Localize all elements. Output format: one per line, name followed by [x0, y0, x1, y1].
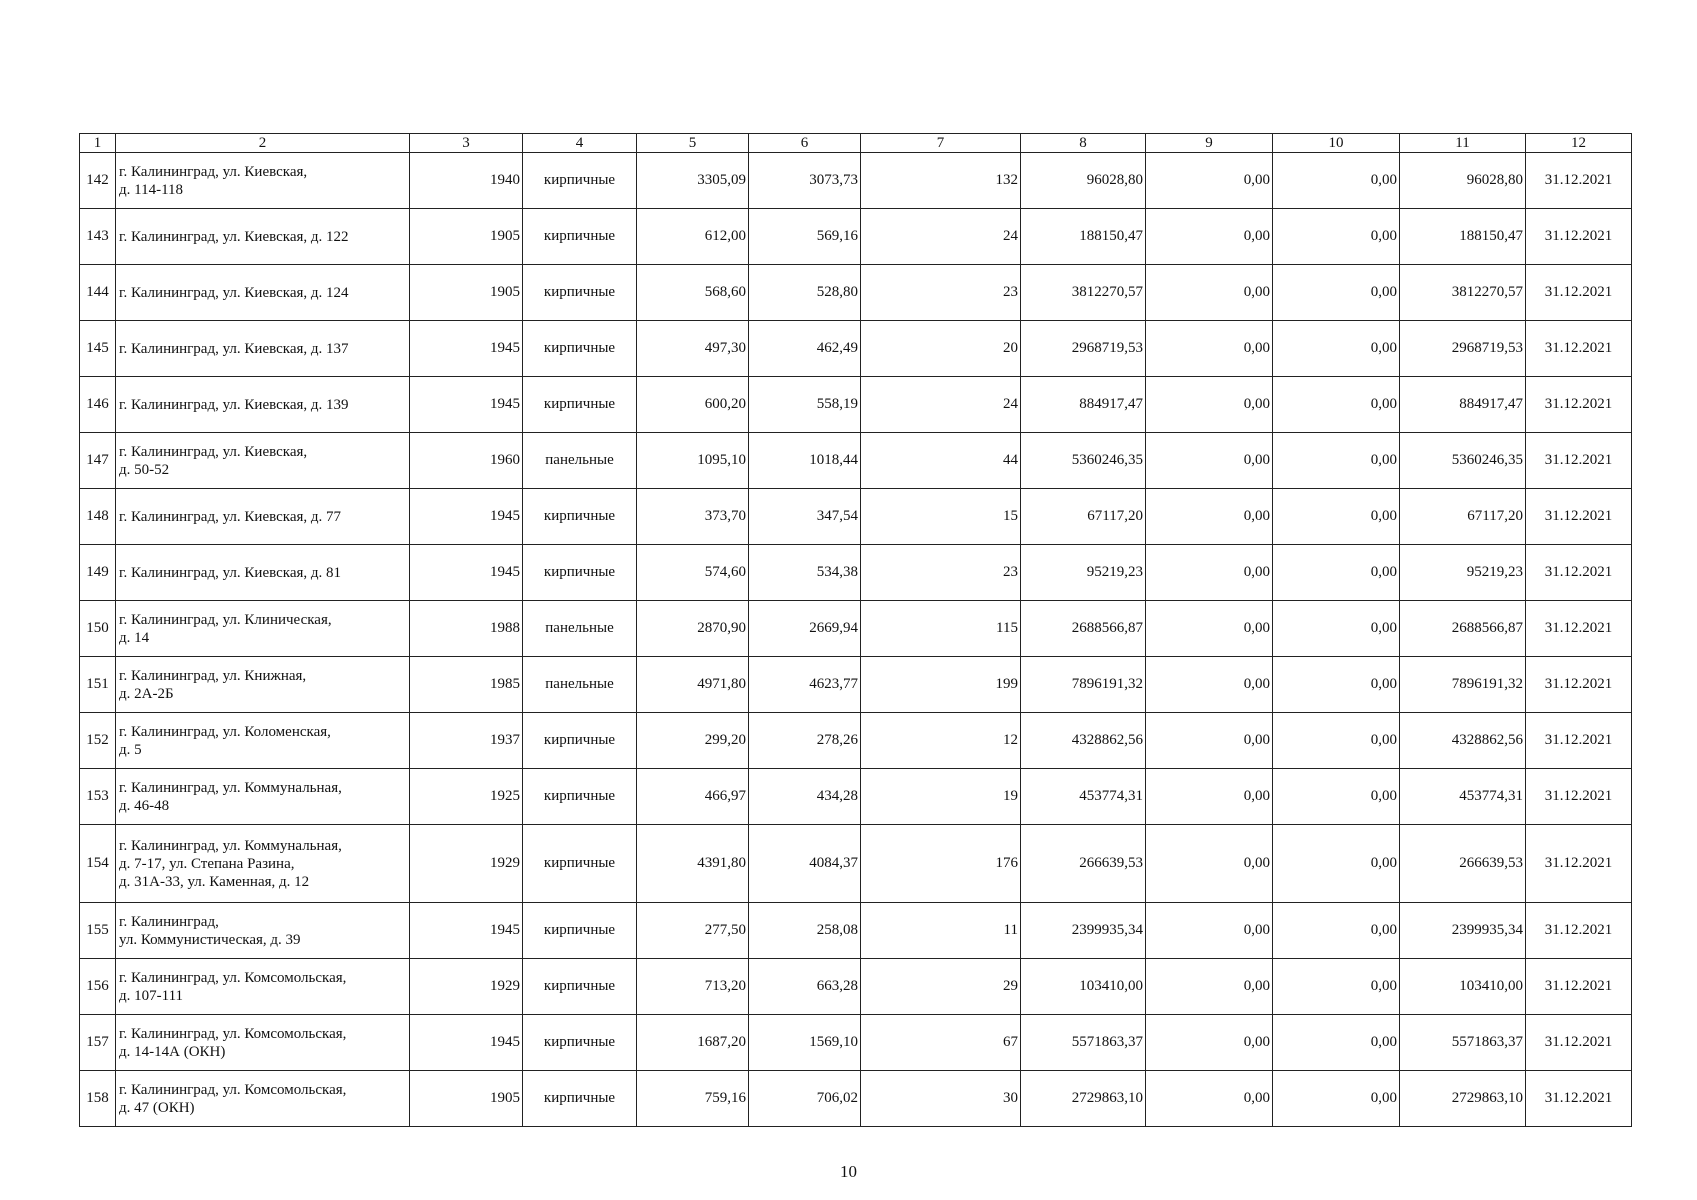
date-cell: 31.12.2021: [1526, 903, 1632, 959]
address-cell: г. Калининград, ул. Комсомольская, д. 107-111: [116, 959, 410, 1015]
row-number: 153: [80, 769, 116, 825]
year-cell: 1905: [410, 1071, 523, 1127]
col9-cell: 0,00: [1146, 433, 1273, 489]
year-cell: 1945: [410, 1015, 523, 1071]
col6-cell: 2669,94: [749, 601, 861, 657]
column-header: 12: [1526, 134, 1632, 153]
col5-cell: 466,97: [637, 769, 749, 825]
col8-cell: 7896191,32: [1021, 657, 1146, 713]
col5-cell: 612,00: [637, 209, 749, 265]
col8-cell: 453774,31: [1021, 769, 1146, 825]
col10-cell: 0,00: [1273, 265, 1400, 321]
row-number: 148: [80, 489, 116, 545]
material-cell: кирпичные: [523, 903, 637, 959]
housing-register-table-wrapper: [79, 133, 1631, 1127]
material-cell: кирпичные: [523, 545, 637, 601]
date-cell: 31.12.2021: [1526, 959, 1632, 1015]
col10-cell: 0,00: [1273, 769, 1400, 825]
table-row: [80, 713, 1632, 769]
address-cell: г. Калининград, ул. Коммунальная, д. 7-17, ул. Степана Разина, д. 31А-33, ул. Каменная, д. 12: [116, 825, 410, 903]
col8-cell: 2399935,34: [1021, 903, 1146, 959]
col5-cell: 568,60: [637, 265, 749, 321]
col11-cell: 188150,47: [1400, 209, 1526, 265]
year-cell: 1945: [410, 489, 523, 545]
col9-cell: 0,00: [1146, 321, 1273, 377]
address-cell: г. Калининград, ул. Киевская, д. 77: [116, 489, 410, 545]
material-cell: кирпичные: [523, 265, 637, 321]
column-header: 1: [80, 134, 116, 153]
col5-cell: 3305,09: [637, 153, 749, 209]
date-cell: 31.12.2021: [1526, 769, 1632, 825]
col10-cell: 0,00: [1273, 377, 1400, 433]
table-row: [80, 601, 1632, 657]
row-number: 144: [80, 265, 116, 321]
col10-cell: 0,00: [1273, 657, 1400, 713]
table-row: [80, 825, 1632, 903]
date-cell: 31.12.2021: [1526, 713, 1632, 769]
col9-cell: 0,00: [1146, 1071, 1273, 1127]
table-row: [80, 321, 1632, 377]
col10-cell: 0,00: [1273, 489, 1400, 545]
material-cell: панельные: [523, 433, 637, 489]
row-number: 151: [80, 657, 116, 713]
col6-cell: 569,16: [749, 209, 861, 265]
table-row: [80, 377, 1632, 433]
year-cell: 1985: [410, 657, 523, 713]
page-number: 10: [840, 1162, 857, 1181]
col10-cell: 0,00: [1273, 713, 1400, 769]
date-cell: 31.12.2021: [1526, 1015, 1632, 1071]
table-row: [80, 657, 1632, 713]
col8-cell: 884917,47: [1021, 377, 1146, 433]
row-number: 149: [80, 545, 116, 601]
col10-cell: 0,00: [1273, 903, 1400, 959]
col9-cell: 0,00: [1146, 153, 1273, 209]
address-cell: г. Калининград, ул. Коломенская, д. 5: [116, 713, 410, 769]
material-cell: кирпичные: [523, 209, 637, 265]
date-cell: 31.12.2021: [1526, 321, 1632, 377]
col5-cell: 713,20: [637, 959, 749, 1015]
col7-cell: 19: [861, 769, 1021, 825]
col8-cell: 4328862,56: [1021, 713, 1146, 769]
col6-cell: 663,28: [749, 959, 861, 1015]
col5-cell: 373,70: [637, 489, 749, 545]
col7-cell: 44: [861, 433, 1021, 489]
table-row: [80, 959, 1632, 1015]
material-cell: кирпичные: [523, 1071, 637, 1127]
col6-cell: 534,38: [749, 545, 861, 601]
col6-cell: 1569,10: [749, 1015, 861, 1071]
col7-cell: 115: [861, 601, 1021, 657]
col7-cell: 29: [861, 959, 1021, 1015]
table-row: [80, 153, 1632, 209]
col10-cell: 0,00: [1273, 209, 1400, 265]
col5-cell: 277,50: [637, 903, 749, 959]
col10-cell: 0,00: [1273, 959, 1400, 1015]
col5-cell: 600,20: [637, 377, 749, 433]
col7-cell: 11: [861, 903, 1021, 959]
col7-cell: 199: [861, 657, 1021, 713]
year-cell: 1937: [410, 713, 523, 769]
col7-cell: 176: [861, 825, 1021, 903]
col8-cell: 188150,47: [1021, 209, 1146, 265]
col7-cell: 132: [861, 153, 1021, 209]
col5-cell: 574,60: [637, 545, 749, 601]
col7-cell: 23: [861, 265, 1021, 321]
col9-cell: 0,00: [1146, 713, 1273, 769]
col5-cell: 497,30: [637, 321, 749, 377]
table-body: [80, 153, 1632, 1127]
date-cell: 31.12.2021: [1526, 433, 1632, 489]
col9-cell: 0,00: [1146, 545, 1273, 601]
table-row: [80, 1015, 1632, 1071]
material-cell: кирпичные: [523, 713, 637, 769]
col8-cell: 2968719,53: [1021, 321, 1146, 377]
col10-cell: 0,00: [1273, 321, 1400, 377]
col8-cell: 5571863,37: [1021, 1015, 1146, 1071]
date-cell: 31.12.2021: [1526, 265, 1632, 321]
address-cell: г. Калининград, ул. Киевская, д. 122: [116, 209, 410, 265]
col11-cell: 5360246,35: [1400, 433, 1526, 489]
col10-cell: 0,00: [1273, 1071, 1400, 1127]
col6-cell: 462,49: [749, 321, 861, 377]
col9-cell: 0,00: [1146, 489, 1273, 545]
col11-cell: 4328862,56: [1400, 713, 1526, 769]
date-cell: 31.12.2021: [1526, 825, 1632, 903]
col5-cell: 299,20: [637, 713, 749, 769]
year-cell: 1988: [410, 601, 523, 657]
col7-cell: 67: [861, 1015, 1021, 1071]
col9-cell: 0,00: [1146, 825, 1273, 903]
col6-cell: 558,19: [749, 377, 861, 433]
material-cell: кирпичные: [523, 377, 637, 433]
year-cell: 1960: [410, 433, 523, 489]
col5-cell: 1095,10: [637, 433, 749, 489]
column-header: 5: [637, 134, 749, 153]
col7-cell: 12: [861, 713, 1021, 769]
col10-cell: 0,00: [1273, 825, 1400, 903]
col8-cell: 3812270,57: [1021, 265, 1146, 321]
col10-cell: 0,00: [1273, 153, 1400, 209]
row-number: 157: [80, 1015, 116, 1071]
col5-cell: 2870,90: [637, 601, 749, 657]
col10-cell: 0,00: [1273, 601, 1400, 657]
table-row: [80, 903, 1632, 959]
col6-cell: 258,08: [749, 903, 861, 959]
col11-cell: 884917,47: [1400, 377, 1526, 433]
year-cell: 1945: [410, 377, 523, 433]
col8-cell: 96028,80: [1021, 153, 1146, 209]
col11-cell: 2399935,34: [1400, 903, 1526, 959]
col7-cell: 20: [861, 321, 1021, 377]
col6-cell: 3073,73: [749, 153, 861, 209]
col5-cell: 759,16: [637, 1071, 749, 1127]
column-header: 6: [749, 134, 861, 153]
col11-cell: 96028,80: [1400, 153, 1526, 209]
address-cell: г. Калининград, ул. Киевская, д. 81: [116, 545, 410, 601]
col6-cell: 1018,44: [749, 433, 861, 489]
year-cell: 1905: [410, 265, 523, 321]
column-header: 2: [116, 134, 410, 153]
date-cell: 31.12.2021: [1526, 489, 1632, 545]
col11-cell: 2729863,10: [1400, 1071, 1526, 1127]
material-cell: кирпичные: [523, 321, 637, 377]
row-number: 156: [80, 959, 116, 1015]
date-cell: 31.12.2021: [1526, 377, 1632, 433]
col8-cell: 5360246,35: [1021, 433, 1146, 489]
date-cell: 31.12.2021: [1526, 601, 1632, 657]
header-row: [80, 134, 1632, 153]
col5-cell: 4971,80: [637, 657, 749, 713]
year-cell: 1905: [410, 209, 523, 265]
year-cell: 1945: [410, 545, 523, 601]
year-cell: 1940: [410, 153, 523, 209]
row-number: 146: [80, 377, 116, 433]
col5-cell: 4391,80: [637, 825, 749, 903]
col6-cell: 528,80: [749, 265, 861, 321]
col7-cell: 15: [861, 489, 1021, 545]
column-header: 9: [1146, 134, 1273, 153]
column-header: 11: [1400, 134, 1526, 153]
col5-cell: 1687,20: [637, 1015, 749, 1071]
col8-cell: 2688566,87: [1021, 601, 1146, 657]
date-cell: 31.12.2021: [1526, 657, 1632, 713]
date-cell: 31.12.2021: [1526, 153, 1632, 209]
col6-cell: 278,26: [749, 713, 861, 769]
address-cell: г. Калининград, ул. Киевская, д. 124: [116, 265, 410, 321]
table-row: [80, 545, 1632, 601]
col11-cell: 95219,23: [1400, 545, 1526, 601]
row-number: 154: [80, 825, 116, 903]
material-cell: кирпичные: [523, 769, 637, 825]
col6-cell: 4623,77: [749, 657, 861, 713]
address-cell: г. Калининград, ул. Комсомольская, д. 14-14А (ОКН): [116, 1015, 410, 1071]
date-cell: 31.12.2021: [1526, 1071, 1632, 1127]
row-number: 150: [80, 601, 116, 657]
col9-cell: 0,00: [1146, 265, 1273, 321]
column-header: 7: [861, 134, 1021, 153]
material-cell: панельные: [523, 657, 637, 713]
year-cell: 1925: [410, 769, 523, 825]
column-header: 8: [1021, 134, 1146, 153]
col11-cell: 266639,53: [1400, 825, 1526, 903]
col9-cell: 0,00: [1146, 209, 1273, 265]
col9-cell: 0,00: [1146, 769, 1273, 825]
address-cell: г. Калининград, ул. Киевская, д. 137: [116, 321, 410, 377]
column-header: 4: [523, 134, 637, 153]
date-cell: 31.12.2021: [1526, 545, 1632, 601]
col10-cell: 0,00: [1273, 433, 1400, 489]
table-row: [80, 489, 1632, 545]
row-number: 143: [80, 209, 116, 265]
material-cell: кирпичные: [523, 959, 637, 1015]
table-row: [80, 433, 1632, 489]
table-row: [80, 1071, 1632, 1127]
col9-cell: 0,00: [1146, 1015, 1273, 1071]
row-number: 155: [80, 903, 116, 959]
material-cell: кирпичные: [523, 489, 637, 545]
col9-cell: 0,00: [1146, 377, 1273, 433]
col11-cell: 7896191,32: [1400, 657, 1526, 713]
year-cell: 1945: [410, 321, 523, 377]
col8-cell: 67117,20: [1021, 489, 1146, 545]
col6-cell: 706,02: [749, 1071, 861, 1127]
row-number: 145: [80, 321, 116, 377]
address-cell: г. Калининград, ул. Клиническая, д. 14: [116, 601, 410, 657]
row-number: 152: [80, 713, 116, 769]
table-row: [80, 209, 1632, 265]
address-cell: г. Калининград, ул. Коммунистическая, д. 39: [116, 903, 410, 959]
col11-cell: 3812270,57: [1400, 265, 1526, 321]
col11-cell: 453774,31: [1400, 769, 1526, 825]
table-row: [80, 769, 1632, 825]
row-number: 142: [80, 153, 116, 209]
col8-cell: 266639,53: [1021, 825, 1146, 903]
address-cell: г. Калининград, ул. Киевская, д. 114-118: [116, 153, 410, 209]
material-cell: кирпичные: [523, 1015, 637, 1071]
address-cell: г. Калининград, ул. Киевская, д. 50-52: [116, 433, 410, 489]
housing-register-table: [79, 133, 1632, 1127]
address-cell: г. Калининград, ул. Киевская, д. 139: [116, 377, 410, 433]
year-cell: 1929: [410, 959, 523, 1015]
address-cell: г. Калининград, ул. Комсомольская, д. 47 (ОКН): [116, 1071, 410, 1127]
col7-cell: 30: [861, 1071, 1021, 1127]
col8-cell: 95219,23: [1021, 545, 1146, 601]
col9-cell: 0,00: [1146, 903, 1273, 959]
col11-cell: 103410,00: [1400, 959, 1526, 1015]
col9-cell: 0,00: [1146, 959, 1273, 1015]
col10-cell: 0,00: [1273, 545, 1400, 601]
address-cell: г. Калининград, ул. Книжная, д. 2А-2Б: [116, 657, 410, 713]
col7-cell: 24: [861, 377, 1021, 433]
col6-cell: 4084,37: [749, 825, 861, 903]
col8-cell: 103410,00: [1021, 959, 1146, 1015]
col11-cell: 2968719,53: [1400, 321, 1526, 377]
year-cell: 1929: [410, 825, 523, 903]
col8-cell: 2729863,10: [1021, 1071, 1146, 1127]
year-cell: 1945: [410, 903, 523, 959]
row-number: 147: [80, 433, 116, 489]
col6-cell: 347,54: [749, 489, 861, 545]
col10-cell: 0,00: [1273, 1015, 1400, 1071]
date-cell: 31.12.2021: [1526, 209, 1632, 265]
col11-cell: 5571863,37: [1400, 1015, 1526, 1071]
col11-cell: 67117,20: [1400, 489, 1526, 545]
row-number: 158: [80, 1071, 116, 1127]
col9-cell: 0,00: [1146, 601, 1273, 657]
col7-cell: 24: [861, 209, 1021, 265]
col9-cell: 0,00: [1146, 657, 1273, 713]
material-cell: кирпичные: [523, 825, 637, 903]
column-header: 10: [1273, 134, 1400, 153]
column-header: 3: [410, 134, 523, 153]
address-cell: г. Калининград, ул. Коммунальная, д. 46-48: [116, 769, 410, 825]
table-row: [80, 265, 1632, 321]
material-cell: панельные: [523, 601, 637, 657]
col7-cell: 23: [861, 545, 1021, 601]
col11-cell: 2688566,87: [1400, 601, 1526, 657]
col6-cell: 434,28: [749, 769, 861, 825]
material-cell: кирпичные: [523, 153, 637, 209]
